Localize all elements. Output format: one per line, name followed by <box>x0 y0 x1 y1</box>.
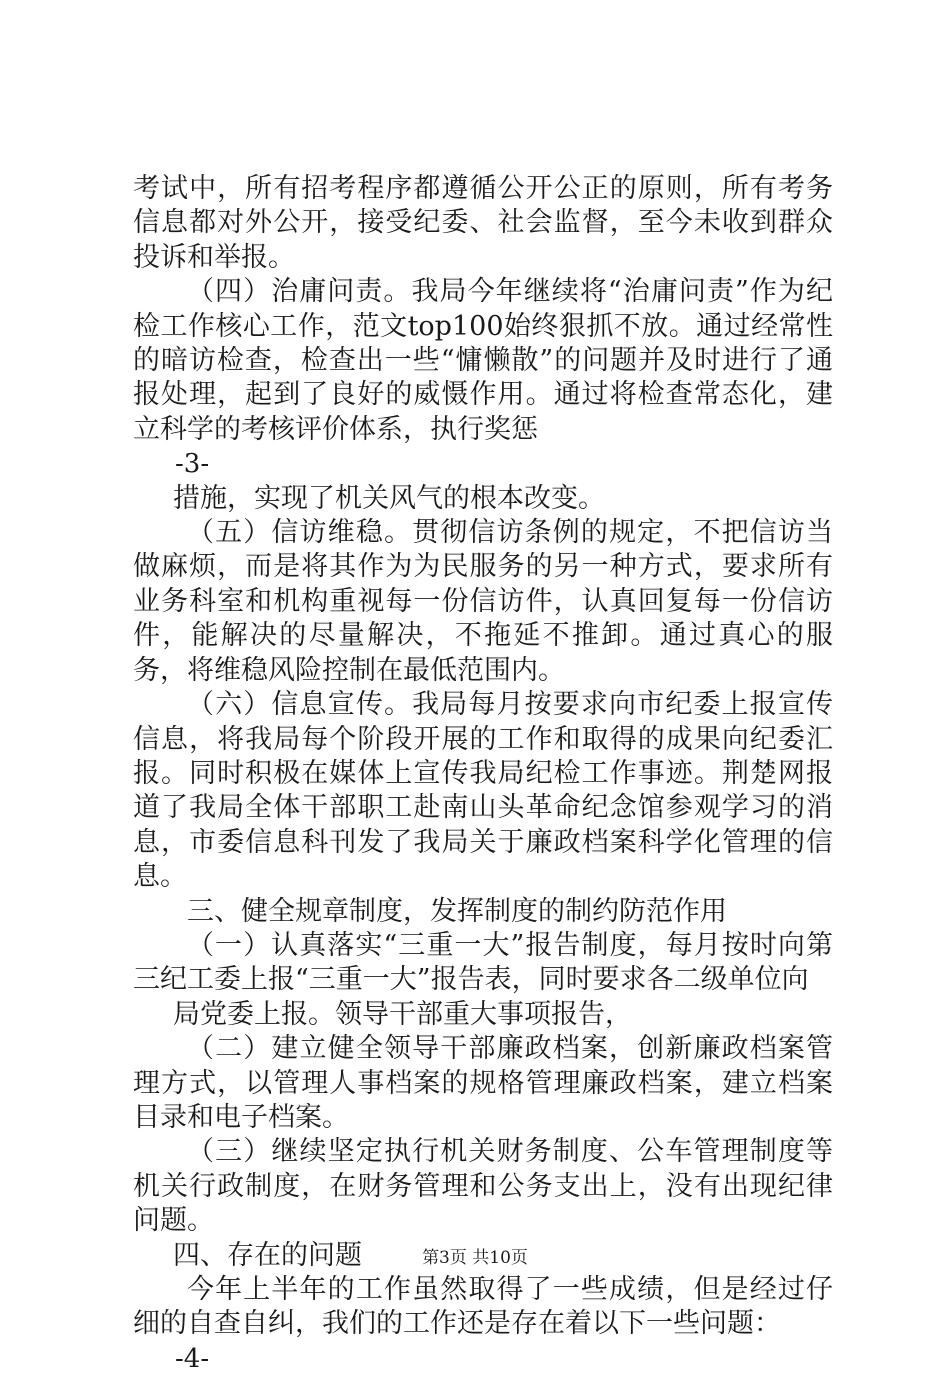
page-footer: 第3页 共10页 <box>422 1248 528 1268</box>
paragraph-exam-openness: 考试中，所有招考程序都遵循公开公正的原则，所有考务信息都对外公开，接受纪委、社会监督，至今未收到群众投诉和举报。 <box>133 173 833 273</box>
paragraph-report-continued: 局党委上报。领导干部重大事项报告， <box>173 998 632 1030</box>
paragraph-measures: 措施，实现了机关风气的根本改变。 <box>173 482 605 514</box>
page-marker-3: -3- <box>175 449 210 480</box>
paragraph-accountability: （四）治庸问责。我局今年继续将“治庸问责”作为纪检工作核心工作，范文top100始终狠抓不放。通过经常性的暗访检查，检查出一些“慵懒散”的问题并及时进行了通报处理，起到了良好的威慑作用。通过将检查常态化，建立科学的考核评价体系，执行奖惩 <box>133 276 833 445</box>
paragraph-publicity: （六）信息宣传。我局每月按要求向市纪委上报宣传信息，将我局每个阶段开展的工作和取得的成果向纪委汇报。同时积极在媒体上宣传我局纪检工作事迹。荆楚网报道了我局全体干部职工赴南山头革命纪念馆参观学习的消息，市委信息科刊发了我局关于廉政档案科学化管理的信息。 <box>133 689 833 893</box>
paragraph-integrity-files: （二）建立健全领导干部廉政档案，创新廉政档案管理方式，以管理人事档案的规格管理廉政档案，建立档案目录和电子档案。 <box>133 1033 833 1133</box>
page-marker-4: -4- <box>175 1343 210 1374</box>
paragraph-petitions: （五）信访维稳。贯彻信访条例的规定，不把信访当做麻烦，而是将其作为为民服务的另一种方式，要求所有业务科室和机构重视每一份信访件，认真回复每一份信访件，能解决的尽量解决，不拖延不推卸。通过真心的服务，将维稳风险控制在最低范围内。 <box>133 517 833 686</box>
paragraph-report-system: （一）认真落实“三重一大”报告制度，每月按时向第三纪工委上报“三重一大”报告表，同时要求各二级单位向 <box>133 929 833 996</box>
section-heading-rules: 三、健全规章制度，发挥制度的制约防范作用 <box>187 895 727 927</box>
paragraph-finance-rules: （三）继续坚定执行机关财务制度、公车管理制度等机关行政制度，在财务管理和公务支出上，没有出现纪律问题。 <box>133 1136 833 1237</box>
paragraph-problems-intro: 今年上半年的工作虽然取得了一些成绩，但是经过仔细的自查自纠，我们的工作还是存在着以下一些问题： <box>133 1274 833 1340</box>
document-body <box>133 172 833 1376</box>
section-heading-problems: 四、存在的问题 <box>173 1239 362 1271</box>
